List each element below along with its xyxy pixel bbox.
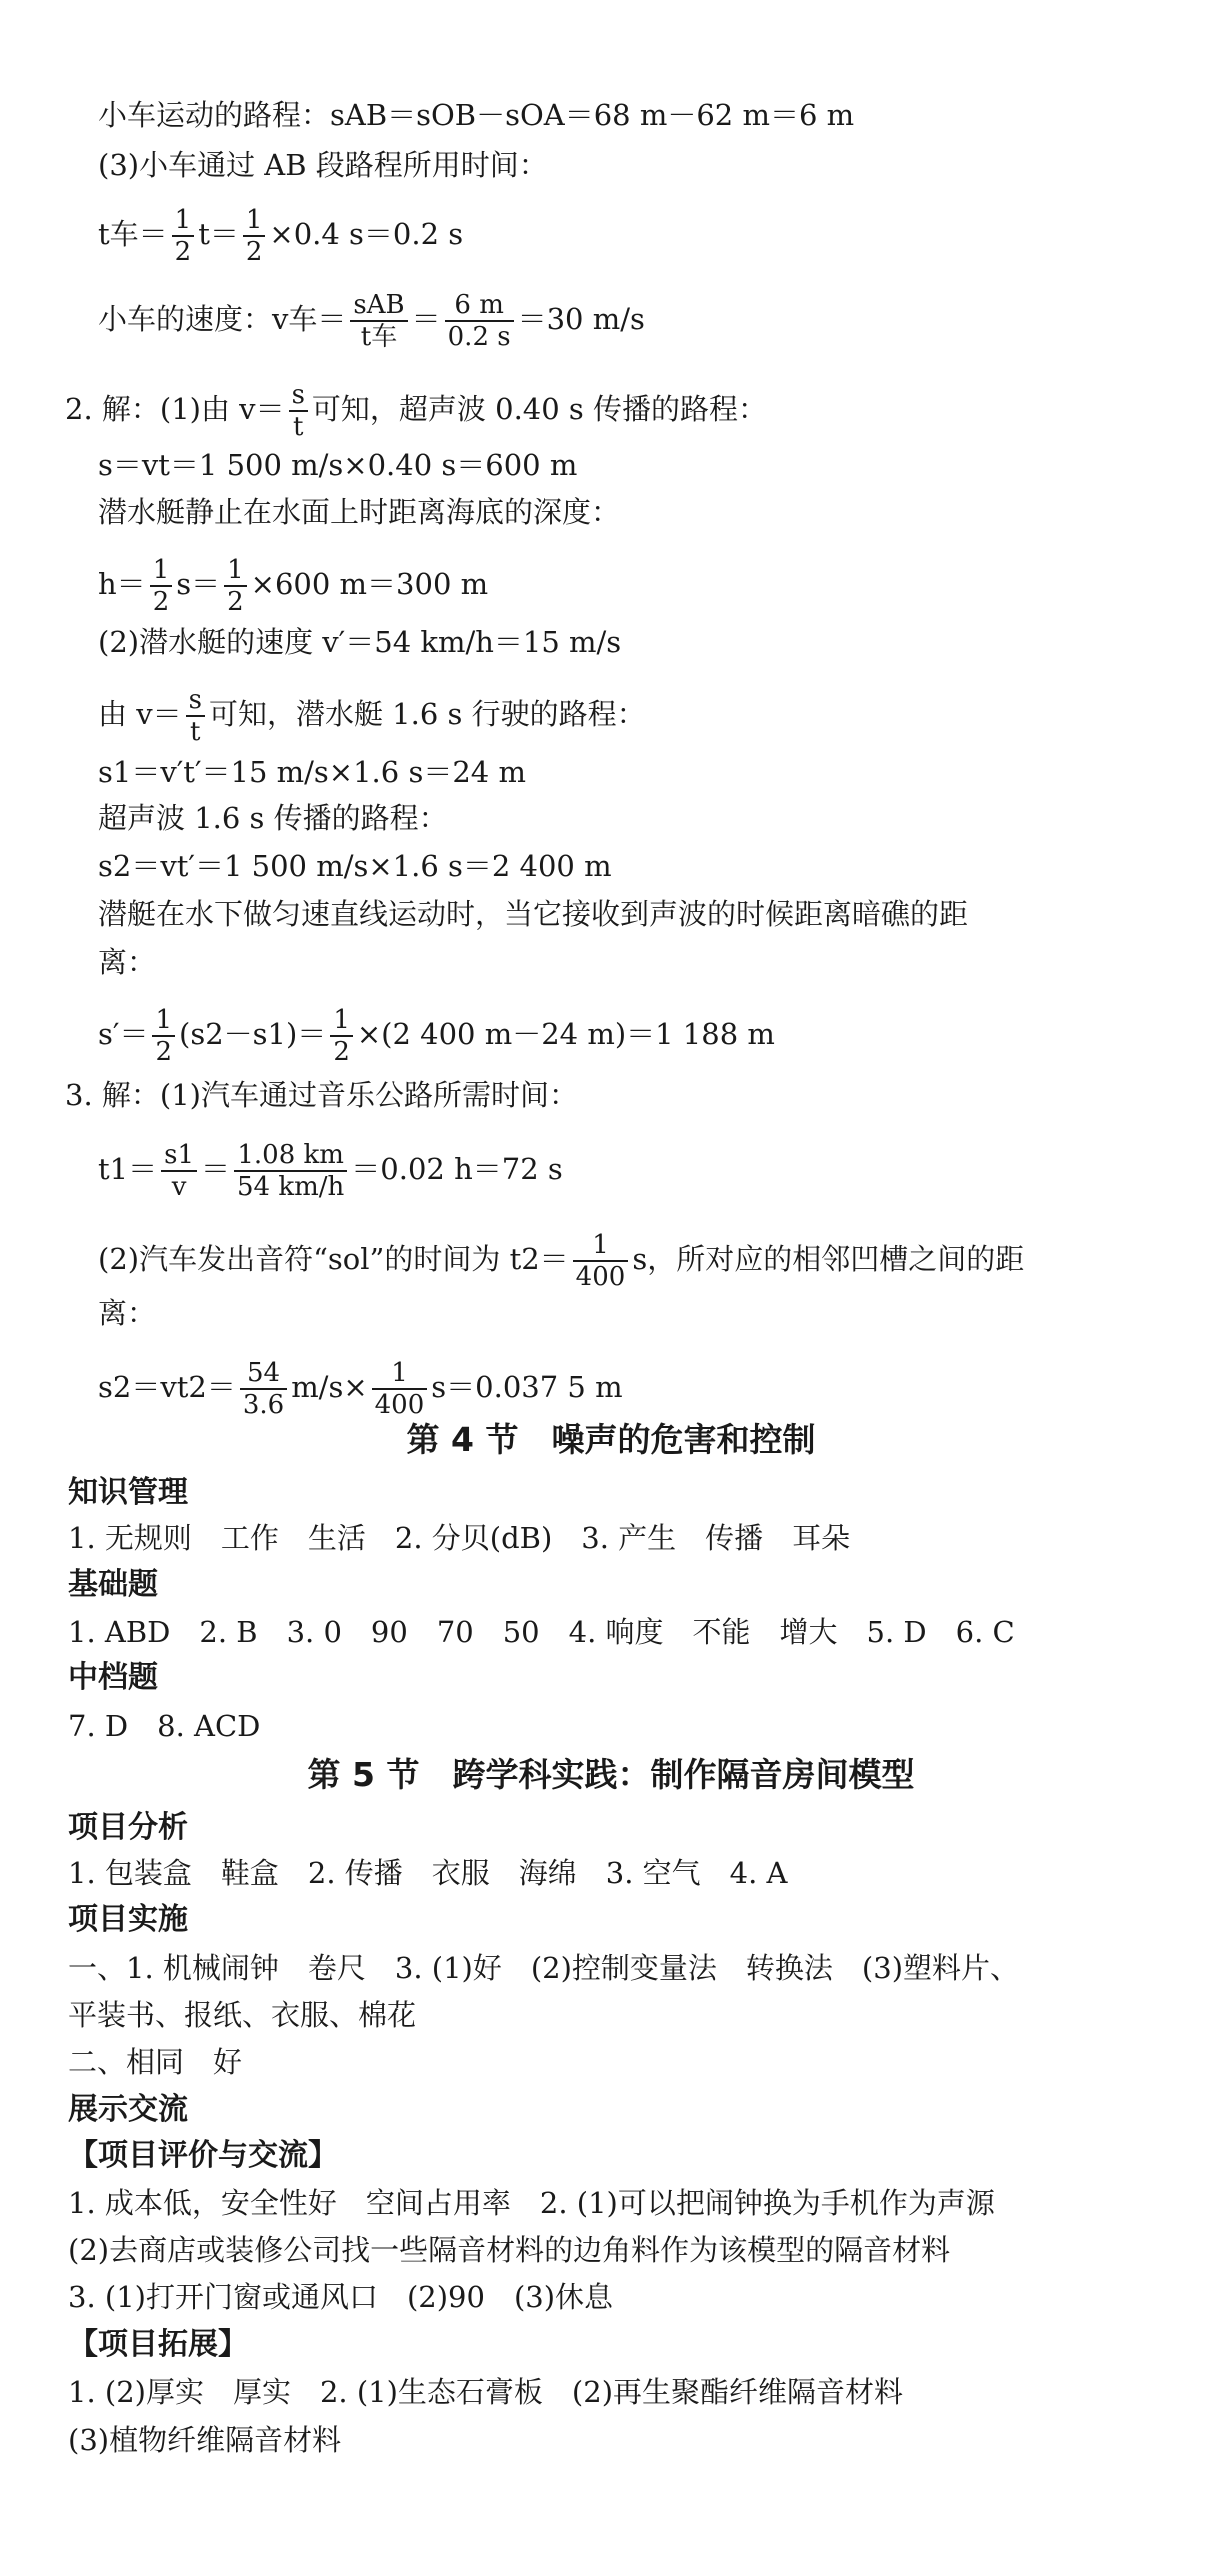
answer-line: 7. D 8. ACD	[68, 1709, 261, 1743]
fraction: $\frac{\text{sAB}}{\text{t车}}$	[350, 290, 407, 352]
text-line: s＝vt＝1 500 m/s×0.40 s＝600 m	[98, 448, 578, 482]
section-4-title: 第 4 节 噪声的危害和控制	[406, 1420, 816, 1459]
answer-line: 1. 包装盒 鞋盒 2. 传播 衣服 海绵 3. 空气 4. A	[68, 1856, 788, 1890]
section-heading: 项目分析	[68, 1810, 188, 1845]
fraction: $\frac{1}{2}$	[152, 1005, 175, 1067]
text-line: s1＝v′t′＝15 m/s×1.6 s＝24 m	[98, 755, 526, 789]
answer-line: (2)去商店或装修公司找一些隔音材料的边角料作为该模型的隔音材料	[68, 2233, 951, 2267]
formula-line: s2＝vt2＝ $\frac{54}{3.6}$ m/s× $\frac{1}{400}$ s＝0.037 5 m	[98, 1358, 623, 1420]
section-5-title: 第 5 节 跨学科实践：制作隔音房间模型	[307, 1755, 915, 1794]
section-heading: 中档题	[68, 1660, 158, 1695]
formula-line: h＝ $\frac{1}{2}$ s＝ $\frac{1}{2}$ ×600 m＝300 m	[98, 555, 489, 617]
text-line: 离：	[98, 1296, 157, 1330]
text-line: (3)小车通过 AB 段路程所用时间：	[98, 148, 548, 182]
answer-line: 二、相同 好	[68, 2045, 243, 2079]
text-line: 小车运动的路程：sAB＝sOB－sOA＝68 m－62 m＝6 m	[98, 98, 855, 132]
formula-line: (2)汽车发出音符“sol”的时间为 t2＝ $\frac{1}{400}$ s，所对应的相邻凹槽之间的距	[98, 1230, 1025, 1292]
fraction: $\frac{1}{2}$	[150, 555, 173, 617]
text-line: 潜水艇静止在水面上时距离海底的深度：	[98, 495, 621, 529]
answer-line: (3)植物纤维隔音材料	[68, 2423, 342, 2457]
answer-line: 1. 无规则 工作 生活 2. 分贝(dB) 3. 产生 传播 耳朵	[68, 1521, 851, 1555]
text-line: 潜艇在水下做匀速直线运动时，当它接收到声波的时候距离暗礁的距	[98, 897, 969, 931]
text-line: 超声波 1.6 s 传播的路程：	[98, 801, 448, 835]
formula-line: 由 v＝ $\frac{s}{t}$ 可知，潜水艇 1.6 s 行驶的路程：	[98, 685, 646, 747]
answer-line: 1. ABD 2. B 3. 0 90 70 50 4. 响度 不能 增大 5. D 6. C	[68, 1615, 1015, 1649]
fraction: $\frac{1}{2}$	[172, 205, 195, 267]
question-2-line: 2. 解：(1)由 v＝ $\frac{s}{t}$ 可知，超声波 0.40 s 传播的路程：	[65, 380, 768, 442]
fraction: $\frac{54}{3.6}$	[240, 1358, 287, 1420]
answer-line: 一、1. 机械闹钟 卷尺 3. (1)好 (2)控制变量法 转换法 (3)塑料片、	[68, 1951, 1020, 1985]
fraction: $\frac{1}{400}$	[372, 1358, 428, 1420]
answer-line: 1. (2)厚实 厚实 2. (1)生态石膏板 (2)再生聚酯纤维隔音材料	[68, 2375, 904, 2409]
formula-line: 小车的速度：v车＝ $\frac{\text{sAB}}{\text{t车}}$ ＝ $\frac{6 m}{0.2 s}$ ＝30 m/s	[98, 290, 645, 352]
fraction: $\frac{s1}{v}$	[161, 1140, 197, 1202]
fraction: $\frac{6 m}{0.2 s}$	[445, 290, 514, 352]
fraction: $\frac{1}{400}$	[573, 1230, 629, 1292]
text-line: (2)潜水艇的速度 v′＝54 km/h＝15 m/s	[98, 625, 622, 659]
answer-line: 平装书、报纸、衣服、棉花	[68, 1998, 417, 2032]
formula-line: s′＝ $\frac{1}{2}$ (s2－s1)＝ $\frac{1}{2}$ ×(2 400 m－24 m)＝1 188 m	[98, 1005, 775, 1067]
section-heading: 基础题	[68, 1567, 158, 1602]
fraction: $\frac{1}{2}$	[224, 555, 247, 617]
section-heading: 展示交流	[68, 2092, 188, 2127]
question-3-line: 3. 解：(1)汽车通过音乐公路所需时间：	[65, 1078, 578, 1112]
fraction: $\frac{1}{2}$	[243, 205, 266, 267]
section-heading: 【项目拓展】	[68, 2327, 248, 2362]
answer-line: 1. 成本低，安全性好 空间占用率 2. (1)可以把闹钟换为手机作为声源	[68, 2186, 995, 2220]
fraction: $\frac{s}{t}$	[186, 685, 205, 747]
section-heading: 【项目评价与交流】	[68, 2138, 338, 2173]
section-heading: 项目实施	[68, 1902, 188, 1937]
text-line: s2＝vt′＝1 500 m/s×1.6 s＝2 400 m	[98, 849, 612, 883]
answer-line: 3. (1)打开门窗或通风口 (2)90 (3)休息	[68, 2280, 614, 2314]
formula-line: t车＝ $\frac{1}{2}$ t＝ $\frac{1}{2}$ ×0.4 s＝0.2 s	[98, 205, 464, 267]
section-heading: 知识管理	[68, 1475, 188, 1510]
text-line: 离：	[98, 945, 157, 979]
formula-line: t1＝ $\frac{s1}{v}$ ＝ $\frac{1.08 km}{54 km/h}$ ＝0.02 h＝72 s	[98, 1140, 563, 1202]
fraction: $\frac{1.08 km}{54 km/h}$	[234, 1140, 347, 1202]
fraction: $\frac{1}{2}$	[330, 1005, 353, 1067]
fraction: $\frac{s}{t}$	[289, 380, 308, 442]
